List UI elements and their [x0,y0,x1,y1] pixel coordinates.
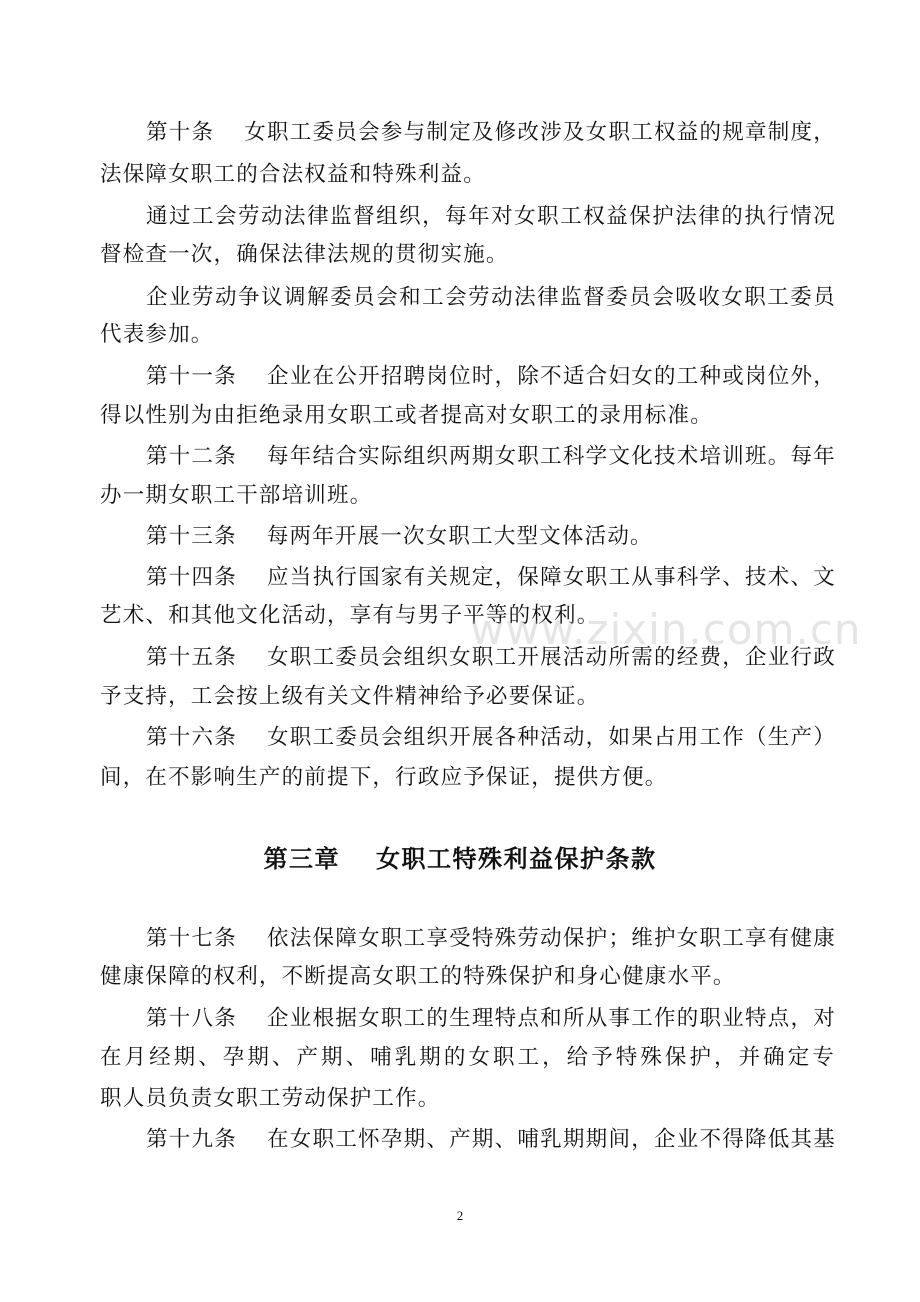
article-label: 第十条 [146,120,215,145]
paragraph-mediation-line-2: 代表参加。 [100,322,214,347]
paragraph-supervision-line-1: 通过工会劳动法律监督组织，每年对女职工权益保护法律的执行情况 [146,204,836,229]
article-18-line-1 [146,1004,836,1034]
article-14-line-1 [146,563,836,593]
article-label: 第十九条 [146,1127,238,1152]
line-text: 在女职工怀孕期、产期、哺乳期期间，企业不得降低其基 [267,1127,836,1152]
article-17-line-2: 健康保障的权利，不断提高女职工的特殊保护和身心健康水平。 [100,964,736,989]
watermark: www.zixin.com.cn [470,605,862,654]
article-18-line-2: 在月经期、孕期、产期、哺乳期的女职工，给予特殊保护，并确定专 [100,1045,835,1070]
article-17-line-1 [146,924,836,954]
article-16-line-1 [146,723,836,753]
article-15-line-2: 予支持，工会按上级有关文件精神给予必要保证。 [100,684,600,709]
article-11-line-2: 得以性别为由拒绝录用女职工或者提高对女职工的录用标准。 [100,403,713,428]
article-12-line-2: 办一期女职工干部培训班。 [100,483,373,508]
article-label: 第十八条 [146,1006,238,1031]
paragraph-mediation-line-1: 企业劳动争议调解委员会和工会劳动法律监督委员会吸收女职工委员 [146,285,836,310]
line-text: 企业根据女职工的生理特点和所从事工作的职业特点，对 [267,1006,836,1031]
article-11-line-1 [146,362,836,392]
article-label: 第十七条 [146,926,238,951]
line-text: 女职工委员会组织女职工开展活动所需的经费，企业行政 [267,645,836,670]
chapter-heading [0,842,920,876]
line-text: 女职工委员会参与制定及修改涉及女职工权益的规章制度， [244,120,836,145]
paragraph-supervision-line-2: 督检查一次，确保法律法规的贯彻实施。 [100,242,509,267]
article-16-line-2: 间，在不影响生产的前提下，行政应予保证，提供方便。 [100,765,668,790]
article-13-line-1 [146,522,836,552]
article-18-line-3: 职人员负责女职工劳动保护工作。 [100,1086,441,1111]
line-text: 每年结合实际组织两期女职工科学文化技术培训班。每年 [267,444,836,469]
line-text: 女职工委员会组织开展各种活动，如果占用工作（生产） [267,725,836,750]
article-label: 第十一条 [146,364,238,389]
chapter-title: 女职工特殊利益保护条款 [376,845,657,873]
article-label: 第十四条 [146,565,238,590]
line-text: 依法保障女职工享受特殊劳动保护；维护女职工享有健康 [267,926,836,951]
page-number: 2 [456,1208,464,1223]
article-10-line-1 [146,118,836,148]
article-label: 第十六条 [146,725,238,750]
article-19-line-1 [146,1125,836,1155]
article-15-line-1 [146,643,836,673]
chapter-number: 第三章 [263,845,340,873]
line-text: 应当执行国家有关规定，保障女职工从事科学、技术、文 [267,565,836,590]
article-12-line-1 [146,442,836,472]
article-10-line-2: 法保障女职工的合法权益和特殊利益。 [100,162,486,187]
line-text: 每两年开展一次女职工大型文体活动。 [266,524,653,549]
article-14-line-2: 艺术、和其他文化活动，享有与男子平等的权利。 [100,603,600,628]
article-label: 第十二条 [146,444,238,469]
line-text: 企业在公开招聘岗位时，除不适合妇女的工种或岗位外， [267,364,836,389]
article-label: 第十五条 [146,645,238,670]
article-label: 第十三条 [146,524,237,549]
